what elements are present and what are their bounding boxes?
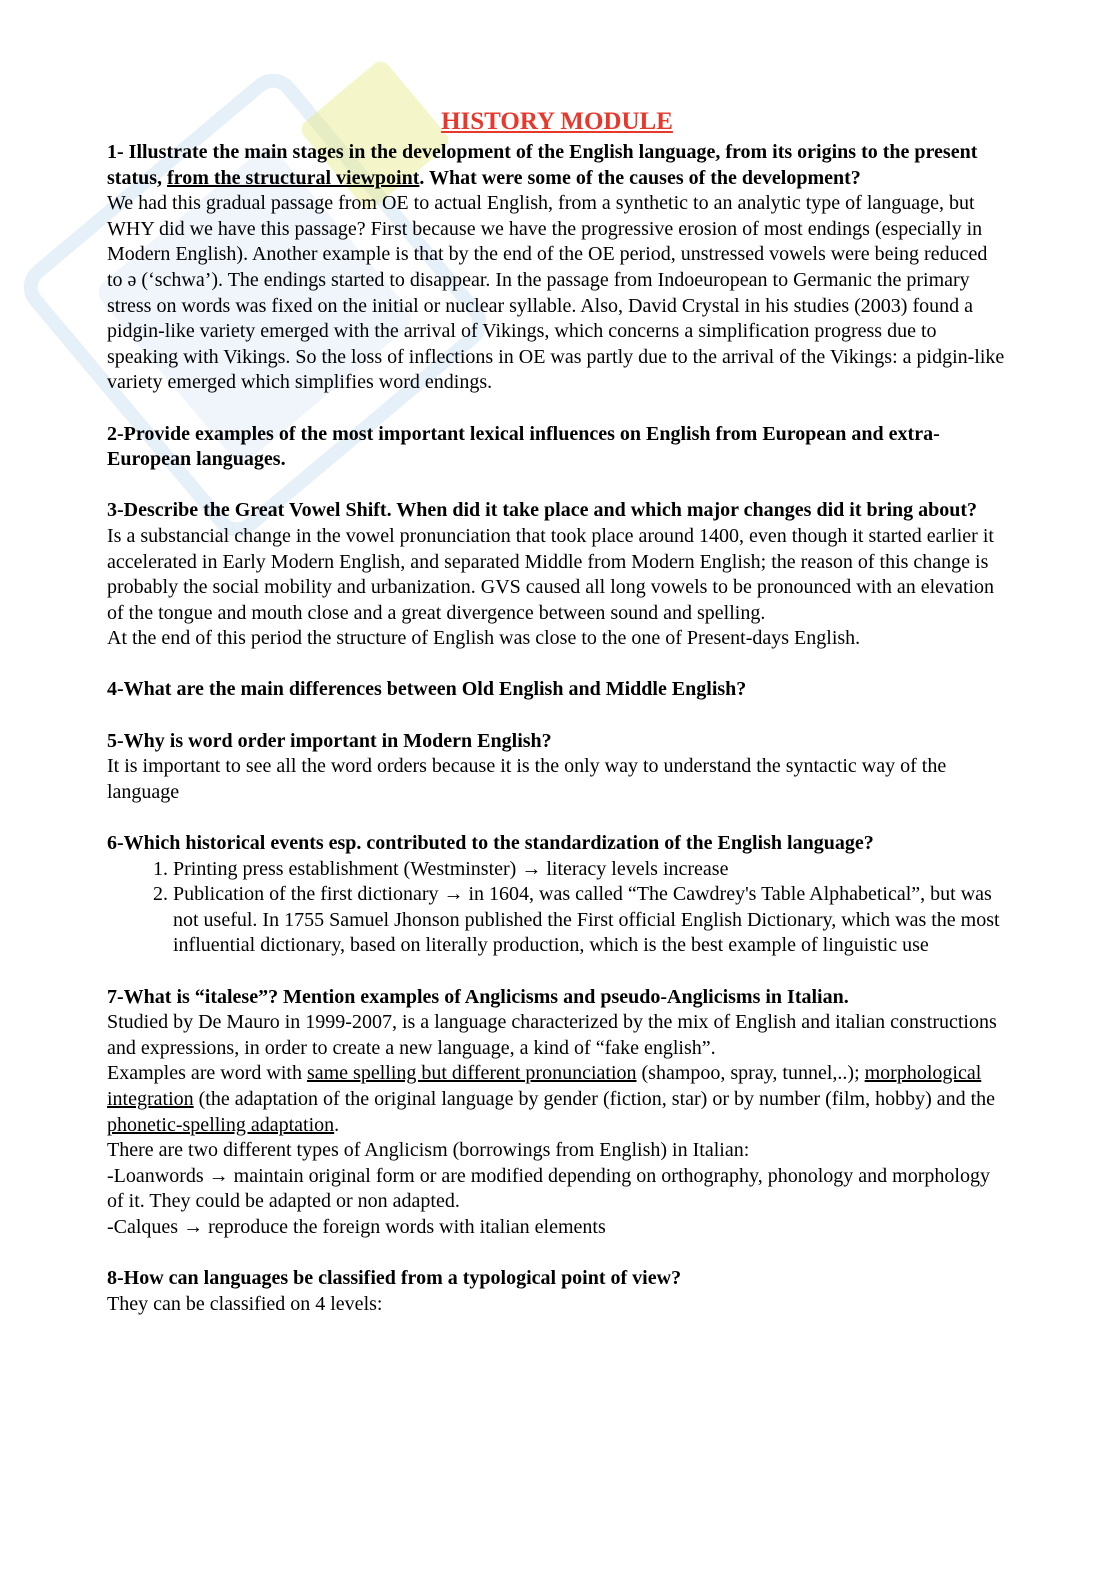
question-7-examples [107, 1061, 1007, 1138]
document-page [107, 104, 1007, 1317]
question-1-heading-text: 1- Illustrate the main stages in the development of the English language, from its origins to the present status, [107, 141, 978, 189]
question-7-answer: Studied by De Mauro in 1999-2007, is a language characterized by the mix of English and italian constructions and expressions, in order to create a new language, a kind of “fake english”. [107, 1011, 997, 1059]
question-3-heading: 3-Describe the Great Vowel Shift. When did it take place and which major changes did it bring about? [107, 499, 978, 522]
question-7-loanwords: -Loanwords → maintain original form or are modified depending on orthography, phonology and morphology of it. They could be adapted or non adapted. [107, 1164, 990, 1213]
page-title: HISTORY MODULE [441, 108, 673, 135]
examples-text: (the adaptation of the original language by gender (fiction, star) or by number (film, hobby) and the [193, 1087, 996, 1110]
examples-text: (shampoo, spray, tunnel,..); [636, 1062, 865, 1085]
question-2-heading: 2-Provide examples of the most important lexical influences on English from European and extra-European languages. [107, 422, 940, 471]
question-3-answer-conclusion: At the end of this period the structure of English was close to the one of Present-days English. [107, 627, 861, 650]
question-8-heading: 8-How can languages be classified from a typological point of view? [107, 1267, 682, 1290]
question-1-underlined: from the structural viewpoint [167, 166, 420, 189]
question-3-answer: Is a substancial change in the vowel pronunciation that took place around 1400, even though it started earlier it accelerated in Early Modern English, and separated Middle from Modern English; the reason of this change is probably the social mobility and urbanization. GVS caused all long vowels to be pronounced with an elevation of the tongue and mouth close and a great divergence between sound and spelling. [107, 524, 995, 624]
list-item: 1. Printing press establishment (Westminster) → literacy levels increase [173, 857, 1007, 883]
question-7-heading: 7-What is “italese”? Mention examples of Anglicisms and pseudo-Anglicisms in Italian. [107, 985, 849, 1008]
examples-underlined-3: phonetic-spelling adaptation [107, 1113, 335, 1136]
examples-text: Examples are word with [107, 1062, 307, 1085]
question-6-list [107, 857, 1007, 959]
question-5-answer: It is important to see all the word orders because it is the only way to understand the syntactic way of the language [107, 755, 947, 803]
question-8-answer: They can be classified on 4 levels: [107, 1292, 383, 1315]
examples-underlined-2: morphological integration [107, 1062, 982, 1110]
question-4-heading: 4-What are the main differences between Old English and Middle English? [107, 678, 747, 701]
question-1-heading [107, 140, 1007, 191]
question-7-calques: -Calques → reproduce the foreign words with italian elements [107, 1215, 606, 1238]
list-item: 2. Publication of the first dictionary → in 1604, was called “The Cawdrey's Table Alphabetical”, but was not useful. In 1755 Samuel Jhonson published the First official English Dictionary, which was the most influential dictionary, based on literally production, which is the best example of linguistic use [173, 882, 1007, 959]
question-5-heading: 5-Why is word order important in Modern English? [107, 729, 552, 752]
examples-text: . [334, 1113, 340, 1136]
question-1-heading-end: . What were some of the causes of the development? [419, 166, 861, 189]
question-6-heading: 6-Which historical events esp. contributed to the standardization of the English language? [107, 832, 874, 855]
question-1-answer: We had this gradual passage from OE to actual English, from a synthetic to an analytic type of language, but WHY did we have this passage? First because we have the progressive erosion of most endings (especially in Modern English). Another example is that by the end of the OE period, unstressed vowels were being reduced to ə (‘schwa’). The endings started to disappear. In the passage from Indoeuropean to Germanic the primary stress on words was fixed on the initial or nuclear syllable. Also, David Crystal in his studies (2003) found a pidgin-like variety emerged with the arrival of Vikings, which concerns a simplification progress due to speaking with Vikings. So the loss of inflections in OE was partly due to the arrival of the Vikings: a pidgin-like variety emerged which simplifies word endings. [107, 192, 1005, 394]
question-7-anglicism-types: There are two different types of Anglicism (borrowings from English) in Italian: [107, 1139, 750, 1162]
examples-underlined-1: same spelling but different pronunciation [306, 1062, 637, 1085]
